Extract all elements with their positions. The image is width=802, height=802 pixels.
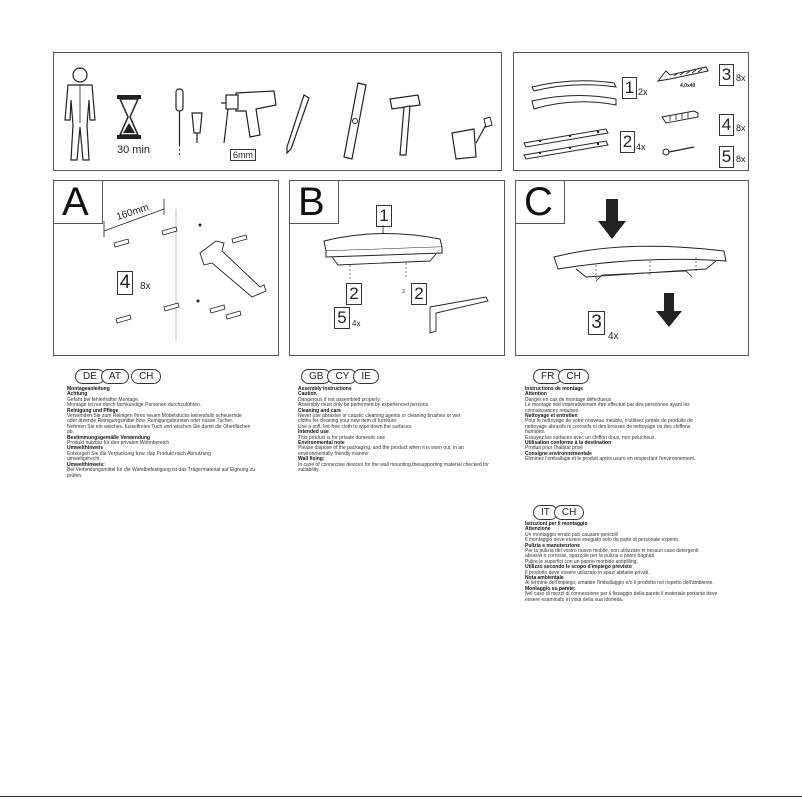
step-b-screw-qty: 4x <box>352 319 361 328</box>
lang-badge-it <box>533 505 580 520</box>
step-a-part-number: 4 <box>117 271 133 295</box>
hammer-icon <box>384 93 436 159</box>
step-c-qty: 4x <box>608 331 619 342</box>
instruction-line: Attenzione <box>525 526 551 533</box>
instruction-line: Instructions de montage <box>525 386 584 392</box>
lang-fr: FR <box>533 369 562 384</box>
part-number-1: 1 <box>622 77 637 99</box>
instruction-line: Nota ambientale <box>525 575 564 582</box>
instruction-line: Utilisation conforme à la destination <box>525 440 612 447</box>
step-a-letter: A <box>62 180 89 224</box>
instruction-line: Umwelthinweis <box>67 445 104 452</box>
lang-fr-ch: CH <box>558 369 588 384</box>
instruction-line: Il montaggio deve essere eseguito solo da parte di personale esperto. <box>525 537 680 544</box>
step-b-drawing <box>310 221 500 351</box>
instruction-line: connaissances requises. <box>525 407 580 414</box>
step-c-part-number: 3 <box>588 311 605 335</box>
hourglass-icon <box>114 93 144 141</box>
instruction-line: ab. <box>67 429 74 436</box>
instruction-line: Montaggio su parete: <box>525 585 576 592</box>
instruction-line: Danger en cas de montage défectueux. <box>525 396 613 403</box>
step-b-part-left: 2 <box>346 283 362 305</box>
lang-it-ch: CH <box>554 505 584 520</box>
instruction-line: Pour le nettoyage de votre nouveau meuble, n'utilisez jamais de produits de <box>525 418 693 425</box>
part-number-4: 4 <box>719 114 734 136</box>
instruction-line: Nehmen Sie ein weiches, fusselfreies Tuch und wischen Sie damit die Oberflächen <box>67 423 251 430</box>
lang-de: DE <box>75 369 105 384</box>
instruction-line: Pulire le superfici con un panno morbido antipilling. <box>525 558 638 565</box>
instruction-line: Attention <box>525 391 547 398</box>
instruction-line: Al termine dell'impiego, smaltire l'imballaggio e/o il prodotto nel rispetto dell'ambiente. <box>525 580 714 587</box>
instruction-line: Use a soft, lint-free cloth to wipe down the surfaces. <box>298 423 413 430</box>
instruction-line: Umwelthinweis: <box>67 461 105 468</box>
instruction-line: Essuyez les surfaces avec un chiffon doux, non pelucheux. <box>525 434 656 441</box>
step-c-letter: C <box>524 180 553 224</box>
bracket-part-icon <box>520 125 620 163</box>
instruction-line: Consigne environnementale <box>525 450 592 457</box>
instruction-line: abrasivi o corrosivi, spazzole per la pulizia o panni bagnati. <box>525 553 656 560</box>
instruction-line: This product is for private domestic use <box>298 434 385 441</box>
instruction-line: Istruzioni per il montaggio <box>525 521 588 527</box>
drill-size-label: 6mm <box>230 149 256 161</box>
instruction-line: Il prodotto deve essere utilizzato in spazi abitativi privati. <box>525 569 650 576</box>
part-qty-5: 8x <box>736 154 746 164</box>
part-qty-3: 8x <box>736 73 746 83</box>
instruction-line: Pulizia e manutenzione <box>525 542 581 549</box>
instruction-line: Environmental note <box>298 440 345 447</box>
instruction-line: Montageanleitung <box>67 386 110 392</box>
instruction-line: Nel caso di mezzi di connessione per il fissaggio della parete il materiale portante deve <box>525 591 718 598</box>
shelf-part-icon <box>524 73 624 117</box>
lang-ch: CH <box>131 369 161 384</box>
pencil-icon <box>282 93 312 157</box>
instruction-line: nettoyage abrasifs ni corrosifs ni des brosses de nettoyage ou des chiffons <box>525 423 691 430</box>
instruction-line: Dangerous if not assembled properly. <box>298 396 381 403</box>
instruction-line: cloths for cleaning your new item of furniture. <box>298 418 398 425</box>
instruction-line: Achtung <box>67 391 88 398</box>
lang-at: AT <box>101 369 129 384</box>
instructions-gb <box>298 387 508 474</box>
lang-ie: IE <box>353 369 378 384</box>
lang-it: IT <box>533 505 558 520</box>
lang-badge-de <box>75 369 157 384</box>
instruction-line: Montage ist nur durch fachkundige Personen durchzuführen. <box>67 402 202 409</box>
instruction-line: essere esaminato in vista della sua idoneità. <box>525 596 624 603</box>
spirit-level-icon <box>338 81 372 161</box>
part-qty-4: 8x <box>736 123 746 133</box>
step-b-screw-part: 5 <box>334 307 350 329</box>
instruction-line: humides. <box>525 429 546 436</box>
page-bottom-rule <box>0 796 802 797</box>
instruction-line: Per la pulizia del vostro nuovo mobile, non utilizzare in nessun caso detergenti <box>525 548 699 555</box>
instruction-line: In case of connective devices for the wall mounting,thesupporting material checked for <box>298 461 489 468</box>
instruction-line: Please dispose of the packaging, and the product when it is worn out, in an <box>298 445 464 452</box>
step-a-qty: 8x <box>140 281 151 292</box>
instruction-line: Gefahr bei fehlerhafter Montage. <box>67 396 140 403</box>
step-a-panel <box>53 180 279 356</box>
lang-badge-fr <box>533 369 585 384</box>
instructions-fr <box>525 387 740 463</box>
step-b-letter: B <box>298 180 325 224</box>
instruction-line: Produkt nutzbar für den privaten Wohnbereich <box>67 440 170 447</box>
instructions-de <box>67 387 277 479</box>
part-qty-1: 2x <box>638 87 648 97</box>
instruction-line: Verwenden Sie zum Reinigen Ihres neuen Möbelstücks keinesfalls scheuernde <box>67 413 242 420</box>
instruction-line: Wall fixing: <box>298 456 325 463</box>
lang-gb: GB <box>301 369 331 384</box>
lang-cy: CY <box>327 369 357 384</box>
small-screw-part-icon <box>660 143 700 157</box>
part-number-5: 5 <box>719 146 734 168</box>
instruction-line: Assembly instructions <box>298 386 352 392</box>
part-number-3: 3 <box>719 64 734 86</box>
instruction-line: oder ätzende Reinigungsmittel bzw. Reinigungsbürsten oder nasse Tücher. <box>67 418 234 425</box>
step-b-part-right: 2 <box>411 283 427 305</box>
instruction-line: Assembly must only be performed by experienced persons. <box>298 402 430 409</box>
instruction-line: Le montage doit impérativement être effectué par des personnes ayant les <box>525 402 690 409</box>
screwdriver-icon <box>166 87 208 159</box>
instruction-line: umweltgerecht. <box>67 456 101 463</box>
instruction-line: Éliminez l'emballage et le produit après usure en respectant l'environnement. <box>525 456 696 463</box>
instruction-line: prüfen. <box>67 472 83 479</box>
instruction-line: Nettoyage et entretien <box>525 413 578 420</box>
instruction-line: Never use abrasive or caustic cleaning agents or cleaning brushes or wet <box>298 413 461 420</box>
dowel-part-icon <box>658 107 704 125</box>
step-b-letter-box <box>290 181 339 224</box>
step-c-panel <box>515 180 749 356</box>
instruction-line: Bestimmungsgemäße Verwendung <box>67 434 151 441</box>
instruction-line: environmentally friendly manner. <box>298 450 370 457</box>
drill-icon <box>218 83 282 155</box>
step-c-drawing <box>546 195 746 335</box>
instruction-line: Intended use <box>298 429 329 436</box>
step-a-distance: 160mm <box>115 202 151 223</box>
part-qty-2: 4x <box>636 142 646 152</box>
instruction-line: Reinigung und Pflege <box>67 407 119 414</box>
person-icon <box>60 65 100 165</box>
instruction-line: Un montaggio errato può causare pericoli! <box>525 531 619 538</box>
part-number-2: 2 <box>620 131 635 153</box>
instruction-line: Cleaning and care <box>298 407 342 414</box>
step-b-panel <box>289 180 505 356</box>
instruction-line: Entsorgen Sie die Verpackung bzw. das Produkt nach Abnutzung <box>67 450 211 457</box>
instruction-line: Utilizzo secondo le scopo d'impiego previsto <box>525 564 632 571</box>
step-b-small-label: 3 <box>402 289 405 295</box>
parts-panel <box>513 52 749 171</box>
instruction-line: suitability. <box>298 467 320 474</box>
step-b-top-part: 1 <box>376 205 392 227</box>
instructions-it <box>525 522 743 603</box>
tools-panel <box>53 52 502 171</box>
dustpan-icon <box>448 113 494 163</box>
instruction-line: Produit pour l'habitat privé <box>525 445 583 452</box>
instruction-line: Caution <box>298 391 317 398</box>
lang-badge-gb <box>301 369 375 384</box>
screw-spec-label: 4,0x40 <box>680 83 696 89</box>
instruction-line: Bei Verbindungsmittel für die Wandbefestigung ist das Trägermaterial auf Eignung zu <box>67 467 255 474</box>
time-label: 30 min <box>117 144 151 156</box>
